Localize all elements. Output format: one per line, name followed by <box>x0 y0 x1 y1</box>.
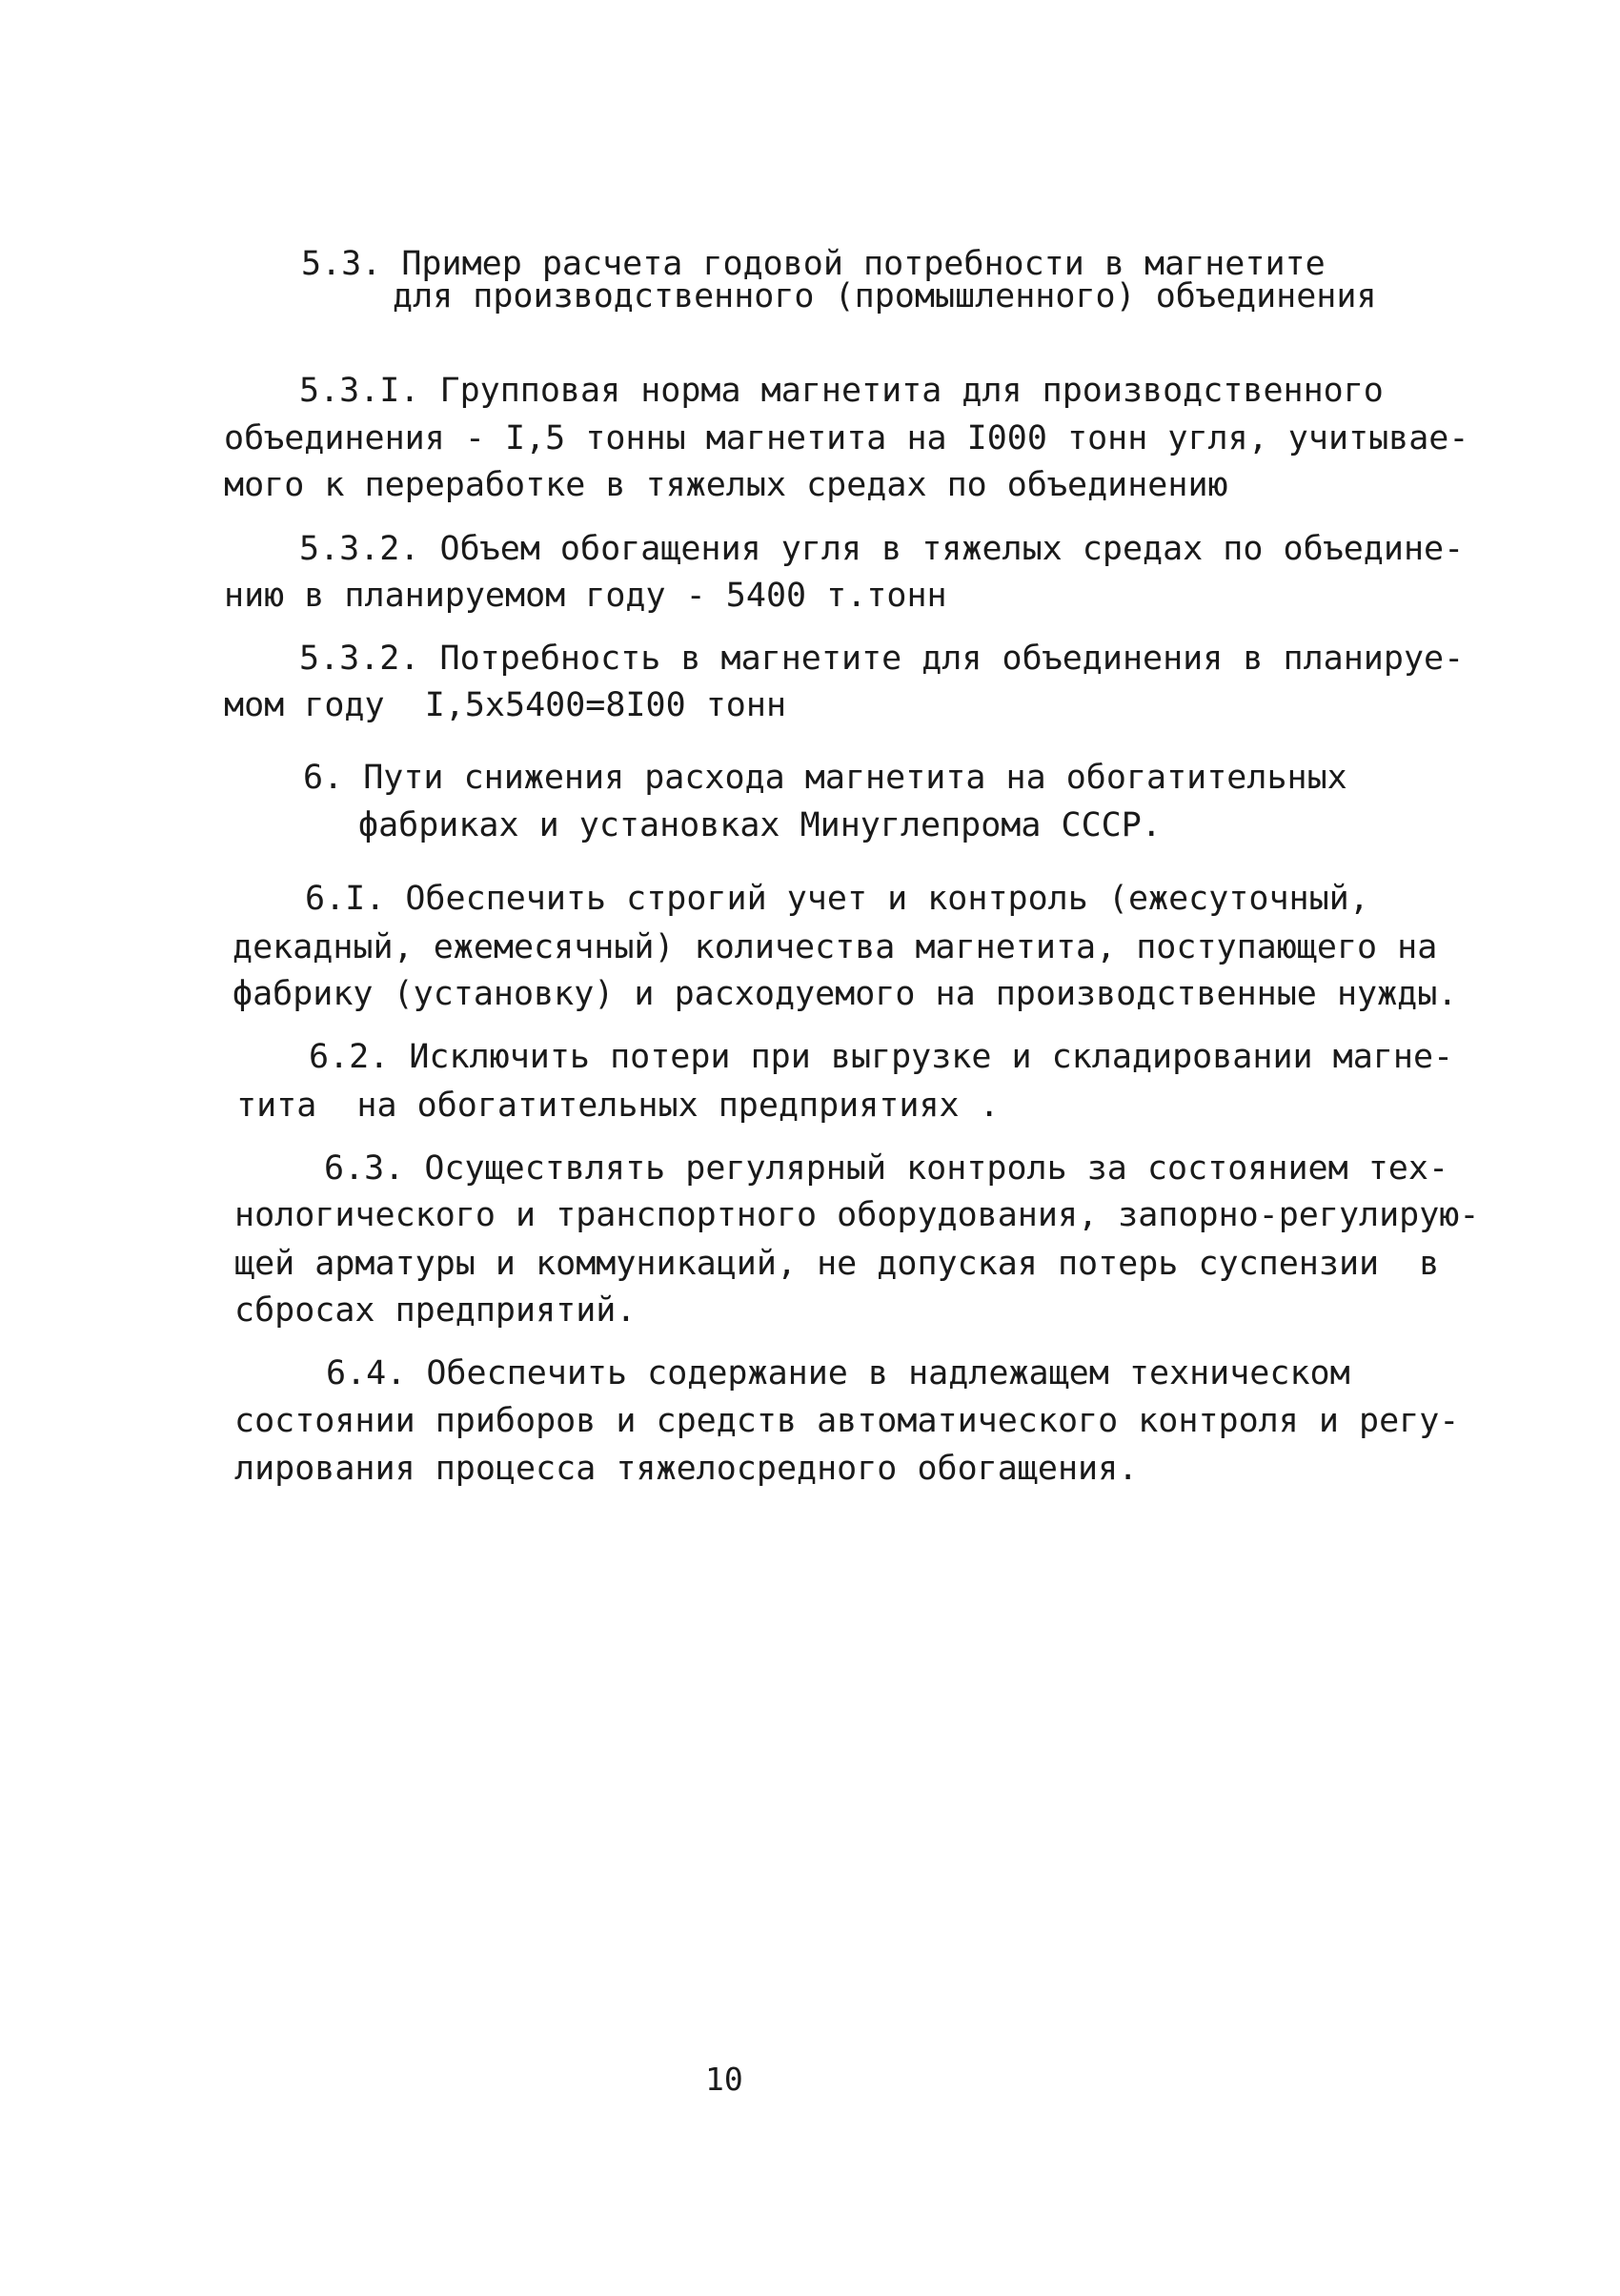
paragraph-6-1-line-1: 6.I. Обеспечить строгий учет и контроль (ежесуточный, <box>305 880 1369 918</box>
paragraph-6-1-line-3: фабрику (установку) и расходуемого на производственные нужды. <box>233 975 1458 1013</box>
paragraph-5-3-2b-line-1: 5.3.2. Потребность в магнетите для объединения в планируе- <box>299 640 1465 678</box>
section-6-heading-line-1: 6. Пути снижения расхода магнетита на обогатительных <box>303 759 1347 797</box>
paragraph-6-3-line-3: щей арматуры и коммуникаций, не допуская потерь суспензии в <box>234 1245 1440 1283</box>
section-5-3-heading-line-1: 5.3. Пример расчета годовой потребности в магнетите <box>301 245 1326 283</box>
paragraph-6-3-line-1: 6.3. Осуществлять регулярный контроль за состоянием тех- <box>324 1149 1449 1188</box>
paragraph-5-3-2a-line-1: 5.3.2. Объем обогащения угля в тяжелых средах по объедине- <box>299 530 1465 568</box>
paragraph-5-3-2b-line-2: мом году I,5х5400=8I00 тонн <box>224 686 787 724</box>
paragraph-6-2-line-1: 6.2. Исключить потери при выгрузке и складировании магне- <box>309 1038 1454 1076</box>
paragraph-6-4-line-2: состоянии приборов и средств автоматического контроля и регу- <box>234 1402 1460 1440</box>
paragraph-6-2-line-2: тита на обогатительных предприятиях . <box>236 1087 1000 1125</box>
paragraph-6-3-line-2: нологического и транспортного оборудования, запорно-регулирую- <box>234 1196 1480 1234</box>
paragraph-6-3-line-4: сбросах предприятий. <box>234 1291 637 1330</box>
paragraph-5-3-1-line-3: мого к переработке в тяжелых средах по объединению <box>224 466 1228 504</box>
page-number: 10 <box>705 2061 743 2098</box>
paragraph-6-1-line-2: декадный, ежемесячный) количества магнетита, поступающего на <box>233 928 1438 966</box>
section-5-3-heading-line-2: для производственного (промышленного) объединения <box>393 277 1377 315</box>
paragraph-5-3-1-line-2: объединения - I,5 тонны магнетита на I000 тонн угля, учитывае- <box>224 419 1469 457</box>
paragraph-6-4-line-1: 6.4. Обеспечить содержание в надлежащем техническом <box>326 1354 1350 1392</box>
section-6-heading-line-2: фабриках и установках Минуглепрома СССР. <box>358 806 1162 844</box>
paragraph-6-4-line-3: лирования процесса тяжелосредного обогащения. <box>234 1450 1139 1488</box>
paragraph-5-3-1-line-1: 5.3.I. Групповая норма магнетита для производственного <box>299 372 1384 410</box>
paragraph-5-3-2a-line-2: нию в планируемом году - 5400 т.тонн <box>224 577 947 615</box>
